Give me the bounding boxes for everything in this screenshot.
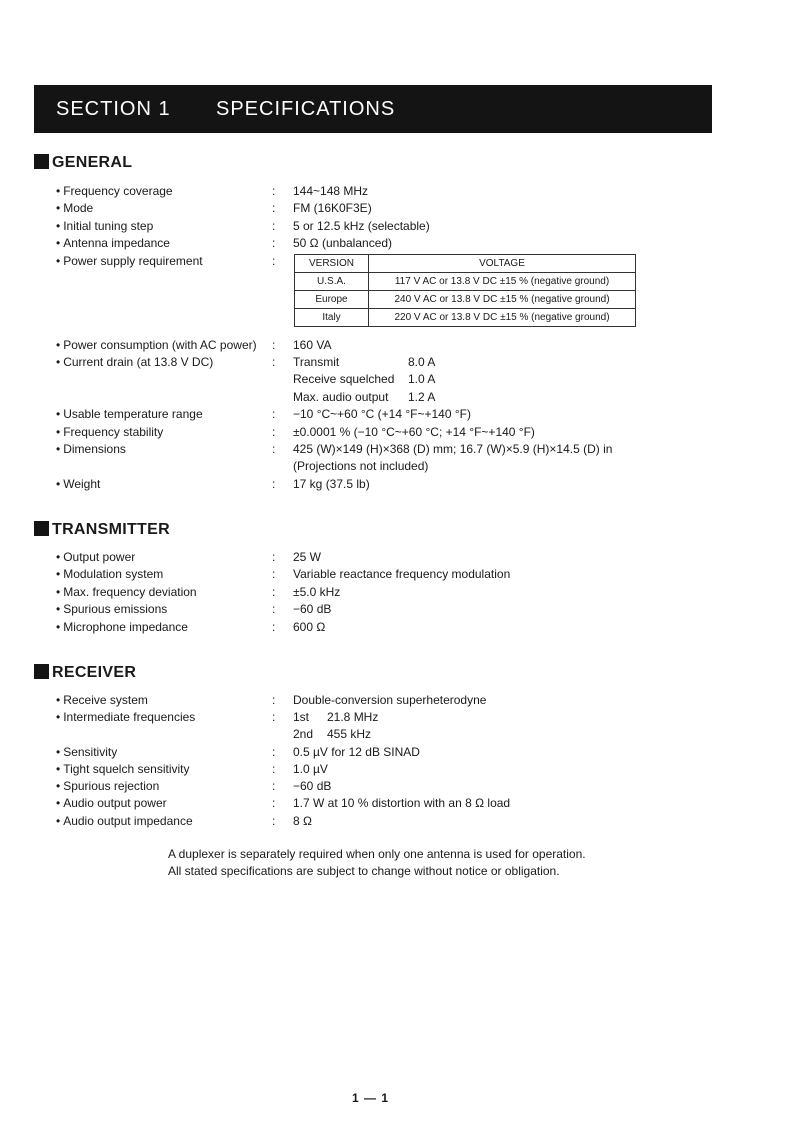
spec-value: 1st xyxy=(293,710,310,724)
spec-label: Microphone impedance xyxy=(63,620,188,634)
spec-value: Max. audio output xyxy=(293,390,389,404)
spec-row-antenna-impedance: • Antenna impedance : 50 Ω (unbalanced) xyxy=(56,236,393,250)
spec-row-output-power: • Output power : 25 W xyxy=(56,550,322,564)
spec-row-dimensions-note xyxy=(0,459,794,477)
spec-label: Sensitivity xyxy=(63,745,118,759)
spec-label: Power supply requirement xyxy=(63,254,203,268)
spec-label: Tight squelch sensitivity xyxy=(63,762,190,776)
spec-row-modulation-system: • Modulation system : Variable reactance frequency modulation xyxy=(56,567,511,581)
spec-label: Spurious rejection xyxy=(63,779,160,793)
spec-row-spurious-rejection: • Spurious rejection : −60 dB xyxy=(56,779,332,793)
spec-row-mode: • Mode : FM (16K0F3E) xyxy=(56,201,372,215)
spec-row-mic-impedance: • Microphone impedance : 600 Ω xyxy=(56,620,326,634)
spec-row-tight-squelch: • Tight squelch sensitivity : 1.0 µV xyxy=(56,762,328,776)
spec-row-intermediate-frequencies-2 xyxy=(0,727,794,745)
spec-row-audio-output-impedance: • Audio output impedance : 8 Ω xyxy=(56,814,312,828)
note-duplexer: A duplexer is separately required when only one antenna is used for operation. xyxy=(168,847,586,861)
spec-value: 21.8 MHz xyxy=(327,710,379,724)
spec-label: Weight xyxy=(63,477,101,491)
spec-value: 0.5 µV for 12 dB SINAD xyxy=(293,745,420,759)
spec-row-power-consumption: • Power consumption (with AC power) : 160 VA xyxy=(56,338,332,352)
spec-value: 1.7 W at 10 % distortion with an 8 Ω load xyxy=(293,796,511,810)
spec-row-power-supply: • Power supply requirement : xyxy=(56,254,276,268)
spec-label: Max. frequency deviation xyxy=(63,585,197,599)
spec-value: Transmit xyxy=(293,355,340,369)
spec-row-current-drain: • Current drain (at 13.8 V DC) : Transmit 8.0 A xyxy=(56,355,436,369)
table-header-voltage: VOLTAGE xyxy=(369,255,636,273)
spec-label: Spurious emissions xyxy=(63,602,168,616)
spec-label: Dimensions xyxy=(63,442,126,456)
spec-label: Frequency stability xyxy=(63,425,164,439)
spec-row-tuning-step: • Initial tuning step : 5 or 12.5 kHz (selectable) xyxy=(56,219,430,233)
spec-value: 1.0 µV xyxy=(293,762,328,776)
spec-label: Audio output power xyxy=(63,796,167,810)
spec-label: Current drain (at 13.8 V DC) xyxy=(63,355,214,369)
spec-value: 160 VA xyxy=(293,338,332,352)
spec-row-intermediate-frequencies: • Intermediate frequencies : 1st 21.8 MHz xyxy=(56,710,379,724)
spec-label: Antenna impedance xyxy=(63,236,170,250)
spec-value: 600 Ω xyxy=(293,620,326,634)
spec-value: −60 dB xyxy=(293,779,332,793)
table-cell-version: Italy xyxy=(295,309,369,327)
spec-row-spurious-emissions: • Spurious emissions : −60 dB xyxy=(56,602,332,616)
spec-label: Mode xyxy=(63,201,94,215)
spec-label: Initial tuning step xyxy=(63,219,154,233)
square-bullet-icon xyxy=(34,154,49,169)
spec-label: Modulation system xyxy=(63,567,164,581)
spec-row-weight: • Weight : 17 kg (37.5 lb) xyxy=(56,477,370,491)
spec-row-frequency-stability: • Frequency stability : ±0.0001 % (−10 °C~+60 °C; +14 °F~+140 °F) xyxy=(56,425,535,439)
spec-value: 2nd xyxy=(293,727,314,741)
spec-value: 50 Ω (unbalanced) xyxy=(293,236,393,250)
spec-value: 425 (W)×149 (H)×368 (D) mm; 16.7 (W)×5.9 (H)×14.5 (D) in xyxy=(293,442,613,456)
spec-label: Frequency coverage xyxy=(63,184,173,198)
spec-value: ±5.0 kHz xyxy=(293,585,341,599)
table-row xyxy=(295,309,636,327)
spec-row-temperature-range: • Usable temperature range : −10 °C~+60 °C (+14 °F~+140 °F) xyxy=(56,407,471,421)
square-bullet-icon xyxy=(34,664,49,679)
table-row xyxy=(295,291,636,309)
table-cell-voltage: 220 V AC or 13.8 V DC ±15 % (negative ground) xyxy=(369,309,636,327)
spec-label: Audio output impedance xyxy=(63,814,193,828)
spec-value: Variable reactance frequency modulation xyxy=(293,567,511,581)
page-number: 1 — 1 xyxy=(352,1091,390,1105)
note-subject-to-change: All stated specifications are subject to change without notice or obligation. xyxy=(168,864,560,878)
transmitter-heading: TRANSMITTER xyxy=(34,521,170,539)
spec-value: ±0.0001 % (−10 °C~+60 °C; +14 °F~+140 °F) xyxy=(293,425,535,439)
spec-value: 1.0 A xyxy=(408,372,436,386)
spec-row-receive-system: • Receive system : Double-conversion superheterodyne xyxy=(56,693,487,707)
receiver-heading: RECEIVER xyxy=(34,664,136,682)
spec-row-audio-output-power: • Audio output power : 1.7 W at 10 % distortion with an 8 Ω load xyxy=(56,796,511,810)
spec-row-current-squelched xyxy=(0,372,794,390)
spec-value: Double-conversion superheterodyne xyxy=(293,693,487,707)
spec-value: 25 W xyxy=(293,550,322,564)
spec-label: Output power xyxy=(63,550,136,564)
spec-row-dimensions: • Dimensions : 425 (W)×149 (H)×368 (D) mm; 16.7 (W)×5.9 (H)×14.5 (D) in xyxy=(56,442,613,456)
table-cell-voltage: 117 V AC or 13.8 V DC ±15 % (negative ground) xyxy=(369,273,636,291)
section-title: SPECIFICATIONS xyxy=(216,98,396,120)
spec-value: 455 kHz xyxy=(327,727,372,741)
spec-label: Power consumption (with AC power) xyxy=(63,338,257,352)
table-header-row xyxy=(295,255,636,273)
spec-label: Usable temperature range xyxy=(63,407,203,421)
table-header-version: VERSION xyxy=(295,255,369,273)
spec-value: 8.0 A xyxy=(408,355,436,369)
spec-value: Receive squelched xyxy=(293,372,395,386)
square-bullet-icon xyxy=(34,521,49,536)
spec-row-max-deviation: • Max. frequency deviation : ±5.0 kHz xyxy=(56,585,341,599)
section-number: SECTION 1 xyxy=(56,98,171,120)
table-cell-version: Europe xyxy=(295,291,369,309)
spec-row-frequency-coverage: • Frequency coverage : 144~148 MHz xyxy=(56,184,369,198)
spec-value: FM (16K0F3E) xyxy=(293,201,372,215)
section-banner xyxy=(34,85,712,133)
spec-value: −10 °C~+60 °C (+14 °F~+140 °F) xyxy=(293,407,471,421)
spec-value: 1.2 A xyxy=(408,390,436,404)
spec-value: 144~148 MHz xyxy=(293,184,369,198)
spec-value: 17 kg (37.5 lb) xyxy=(293,477,370,491)
power-supply-table xyxy=(294,254,636,327)
table-row xyxy=(295,273,636,291)
table-cell-version: U.S.A. xyxy=(295,273,369,291)
spec-value: −60 dB xyxy=(293,602,332,616)
table-cell-voltage: 240 V AC or 13.8 V DC ±15 % (negative ground) xyxy=(369,291,636,309)
general-heading: GENERAL xyxy=(34,154,132,172)
spec-label: Intermediate frequencies xyxy=(63,710,196,724)
spec-value: 5 or 12.5 kHz (selectable) xyxy=(293,219,430,233)
spec-row-sensitivity: • Sensitivity : 0.5 µV for 12 dB SINAD xyxy=(56,745,420,759)
spec-value: (Projections not included) xyxy=(293,459,429,473)
spec-label: Receive system xyxy=(63,693,148,707)
spec-row-current-max-audio xyxy=(0,390,794,408)
spec-value: 8 Ω xyxy=(293,814,312,828)
